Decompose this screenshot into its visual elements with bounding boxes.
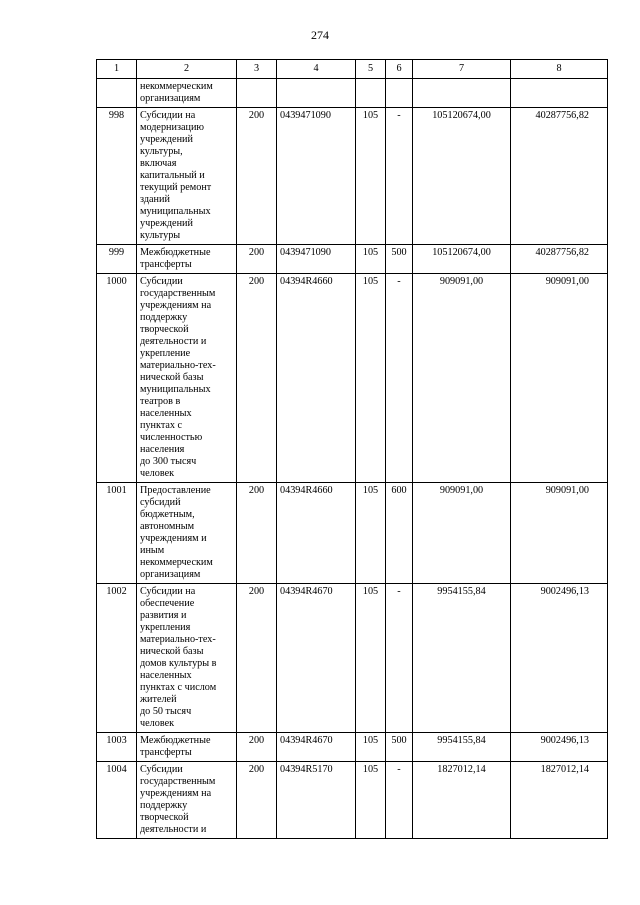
col-7-amount (413, 79, 511, 108)
item-name: Субсидии государственным учреждениям на поддержку творческой деятельности и укрепление материально-тех- нической базы муниципальных театров в населенных пунктах с численностью населения до 300 тысяч человек (137, 274, 237, 483)
column-header-3: 3 (237, 60, 277, 79)
budget-table (96, 59, 608, 839)
col-8-amount: 40287756,82 (511, 108, 608, 245)
col-8-amount: 909091,00 (511, 274, 608, 483)
table-row (97, 108, 608, 245)
header-row (97, 60, 608, 79)
col-5-value: 105 (356, 762, 386, 839)
column-header-5: 5 (356, 60, 386, 79)
item-name: Субсидии на обеспечение развития и укрепления материально-тех- нической базы домов культуры в населенных пунктах с числом жителей до 50 тысяч человек (137, 584, 237, 733)
table-row (97, 762, 608, 839)
column-header-7: 7 (413, 60, 511, 79)
col-7-amount: 9954155,84 (413, 733, 511, 762)
col-3-value: 200 (237, 108, 277, 245)
row-number (97, 79, 137, 108)
column-header-6: 6 (386, 60, 413, 79)
col-5-value: 105 (356, 274, 386, 483)
col-6-value: 500 (386, 245, 413, 274)
col-7-amount: 105120674,00 (413, 108, 511, 245)
col-8-amount: 1827012,14 (511, 762, 608, 839)
col-3-value: 200 (237, 245, 277, 274)
col-8-amount: 9002496,13 (511, 584, 608, 733)
col-5-value: 105 (356, 584, 386, 733)
col-4-code: 0439471090 (277, 245, 356, 274)
col-5-value: 105 (356, 245, 386, 274)
column-header-8: 8 (511, 60, 608, 79)
col-7-amount: 9954155,84 (413, 584, 511, 733)
column-header-4: 4 (277, 60, 356, 79)
col-8-amount (511, 79, 608, 108)
item-name: Межбюджетные трансферты (137, 245, 237, 274)
col-6-value: - (386, 762, 413, 839)
col-7-amount: 105120674,00 (413, 245, 511, 274)
col-3-value (237, 79, 277, 108)
table-row (97, 483, 608, 584)
item-name: Субсидии на модернизацию учреждений культуры, включая капитальный и текущий ремонт зданий муниципальных учреждений культуры (137, 108, 237, 245)
col-4-code: 04394R4670 (277, 733, 356, 762)
col-6-value: - (386, 108, 413, 245)
page-number: 274 (311, 28, 329, 42)
col-5-value: 105 (356, 733, 386, 762)
table-row (97, 79, 608, 108)
col-6-value: - (386, 584, 413, 733)
col-3-value: 200 (237, 483, 277, 584)
col-4-code (277, 79, 356, 108)
col-5-value (356, 79, 386, 108)
item-name: Межбюджетные трансферты (137, 733, 237, 762)
col-3-value: 200 (237, 762, 277, 839)
col-6-value (386, 79, 413, 108)
col-3-value: 200 (237, 584, 277, 733)
row-number: 999 (97, 245, 137, 274)
row-number: 1001 (97, 483, 137, 584)
col-4-code: 0439471090 (277, 108, 356, 245)
col-8-amount: 40287756,82 (511, 245, 608, 274)
row-number: 1004 (97, 762, 137, 839)
col-6-value: 500 (386, 733, 413, 762)
col-4-code: 04394R4660 (277, 483, 356, 584)
col-6-value: - (386, 274, 413, 483)
item-name: Предоставление субсидий бюджетным, автономным учреждениям и иным некоммерческим организациям (137, 483, 237, 584)
item-name: Субсидии государственным учреждениям на поддержку творческой деятельности и (137, 762, 237, 839)
col-3-value: 200 (237, 733, 277, 762)
item-name: некоммерческим организациям (137, 79, 237, 108)
col-7-amount: 909091,00 (413, 274, 511, 483)
row-number: 1003 (97, 733, 137, 762)
col-6-value: 600 (386, 483, 413, 584)
row-number: 1000 (97, 274, 137, 483)
col-7-amount: 909091,00 (413, 483, 511, 584)
table-row (97, 584, 608, 733)
col-8-amount: 909091,00 (511, 483, 608, 584)
table-row (97, 733, 608, 762)
row-number: 998 (97, 108, 137, 245)
row-number: 1002 (97, 584, 137, 733)
col-4-code: 04394R5170 (277, 762, 356, 839)
table-row (97, 245, 608, 274)
column-header-2: 2 (137, 60, 237, 79)
col-5-value: 105 (356, 483, 386, 584)
column-header-1: 1 (97, 60, 137, 79)
table-body (97, 79, 608, 839)
col-3-value: 200 (237, 274, 277, 483)
col-8-amount: 9002496,13 (511, 733, 608, 762)
col-7-amount: 1827012,14 (413, 762, 511, 839)
col-4-code: 04394R4660 (277, 274, 356, 483)
col-4-code: 04394R4670 (277, 584, 356, 733)
col-5-value: 105 (356, 108, 386, 245)
table-row (97, 274, 608, 483)
